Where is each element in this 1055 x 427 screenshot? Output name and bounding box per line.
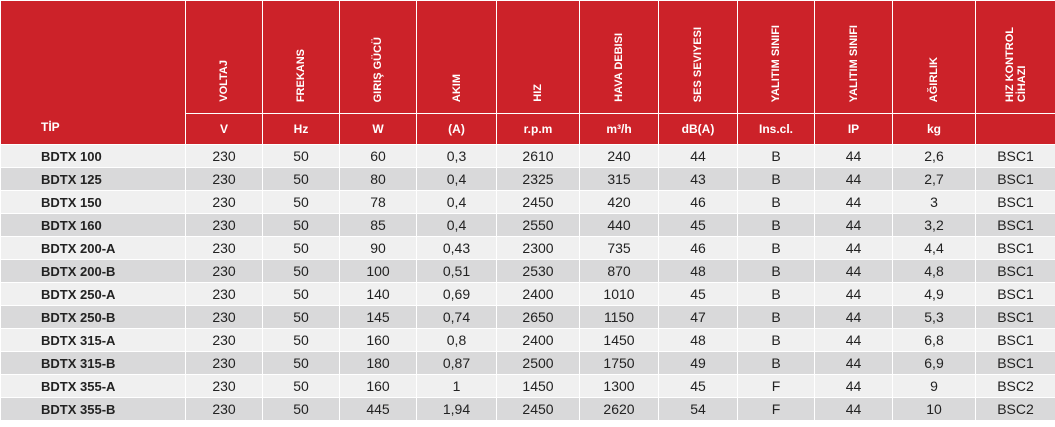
table-cell: B (738, 352, 815, 375)
table-cell: 1010 (580, 283, 659, 306)
table-cell: BSC1 (976, 214, 1055, 237)
table-cell: BSC1 (976, 260, 1055, 283)
table-cell: 6,8 (893, 329, 976, 352)
table-cell: 50 (263, 306, 340, 329)
model-name-cell: BDTX 100 (1, 145, 186, 168)
header-hiz-kontrol-line1: HIZ KONTROL (1003, 26, 1016, 102)
table-cell: 45 (659, 375, 738, 398)
header-voltaj (186, 1, 263, 114)
table-cell: 60 (340, 145, 417, 168)
table-cell: 1 (417, 375, 497, 398)
table-row (1, 283, 1055, 306)
table-row (1, 306, 1055, 329)
table-cell: 315 (580, 168, 659, 191)
header-giris-gucu-label: GIRIŞ GÜCÜ (372, 36, 384, 102)
table-cell: 2450 (497, 191, 580, 214)
table-cell: 49 (659, 352, 738, 375)
header-agirlik (893, 1, 976, 114)
model-name-cell: BDTX 355-A (1, 375, 186, 398)
table-cell: 735 (580, 237, 659, 260)
table-row (1, 191, 1055, 214)
table-cell: BSC2 (976, 398, 1055, 421)
model-name-cell: BDTX 355-B (1, 398, 186, 421)
table-cell: 870 (580, 260, 659, 283)
table-row (1, 398, 1055, 421)
table-cell: 0,4 (417, 168, 497, 191)
unit-voltaj: V (186, 114, 263, 145)
table-cell: 5,3 (893, 306, 976, 329)
table-cell: 45 (659, 283, 738, 306)
table-cell: 4,4 (893, 237, 976, 260)
header-agirlik-label: AĞIRLIK (928, 56, 940, 102)
table-cell: 145 (340, 306, 417, 329)
table-cell: 230 (186, 352, 263, 375)
table-cell: 0,4 (417, 191, 497, 214)
table-cell: 160 (340, 329, 417, 352)
table-cell: 440 (580, 214, 659, 237)
header-akim-label: AKIM (450, 73, 463, 102)
table-row (1, 260, 1055, 283)
table-cell: 44 (815, 145, 893, 168)
table-cell: B (738, 283, 815, 306)
table-cell: 44 (815, 237, 893, 260)
table-cell: 43 (659, 168, 738, 191)
table-cell: 44 (815, 329, 893, 352)
table-cell: 160 (340, 375, 417, 398)
header-tip (1, 1, 186, 145)
table-cell: 48 (659, 329, 738, 352)
table-cell: 0,51 (417, 260, 497, 283)
table-cell: 44 (815, 260, 893, 283)
table-cell: BSC1 (976, 168, 1055, 191)
table-body (1, 145, 1055, 421)
table-cell: 50 (263, 237, 340, 260)
model-name-cell: BDTX 200-A (1, 237, 186, 260)
table-cell: 0,87 (417, 352, 497, 375)
table-cell: 0,43 (417, 237, 497, 260)
table-cell: BSC1 (976, 329, 1055, 352)
table-row (1, 375, 1055, 398)
table-cell: 230 (186, 283, 263, 306)
table-cell: 47 (659, 306, 738, 329)
table-cell: 140 (340, 283, 417, 306)
table-cell: 45 (659, 214, 738, 237)
table-cell: B (738, 191, 815, 214)
header-voltaj-label: VOLTAJ (218, 60, 230, 102)
model-name-cell: BDTX 160 (1, 214, 186, 237)
table-row (1, 237, 1055, 260)
table-cell: BSC1 (976, 283, 1055, 306)
table-cell: 2,7 (893, 168, 976, 191)
table-cell: 50 (263, 329, 340, 352)
table-cell: 2325 (497, 168, 580, 191)
table-cell: 100 (340, 260, 417, 283)
table-cell: B (738, 260, 815, 283)
table-row (1, 168, 1055, 191)
unit-yalitim-sinifi-ip: IP (815, 114, 893, 145)
table-header (1, 1, 1055, 145)
table-cell: 2610 (497, 145, 580, 168)
table-row (1, 352, 1055, 375)
table-cell: 2400 (497, 283, 580, 306)
unit-ses-seviyesi: dB(A) (659, 114, 738, 145)
table-cell: 420 (580, 191, 659, 214)
table-cell: 78 (340, 191, 417, 214)
model-name-cell: BDTX 315-B (1, 352, 186, 375)
table-cell: 6,9 (893, 352, 976, 375)
table-cell: 44 (815, 306, 893, 329)
table-cell: 48 (659, 260, 738, 283)
header-yalitim-sinifi-ins (738, 1, 815, 114)
table-cell: 2400 (497, 329, 580, 352)
table-cell: 44 (815, 191, 893, 214)
table-cell: 1,94 (417, 398, 497, 421)
table-cell: 2,6 (893, 145, 976, 168)
table-cell: 10 (893, 398, 976, 421)
table-cell: F (738, 375, 815, 398)
header-giris-gucu (340, 1, 417, 114)
header-hiz (497, 1, 580, 114)
table-cell: 230 (186, 145, 263, 168)
table-cell: 2620 (580, 398, 659, 421)
table-cell: 46 (659, 237, 738, 260)
model-name-cell: BDTX 125 (1, 168, 186, 191)
model-name-cell: BDTX 315-A (1, 329, 186, 352)
table-cell: 1750 (580, 352, 659, 375)
table-cell: B (738, 306, 815, 329)
table-cell: 50 (263, 352, 340, 375)
table-cell: B (738, 168, 815, 191)
table-cell: 44 (659, 145, 738, 168)
header-hiz-label: HIZ (532, 84, 544, 102)
table-cell: 44 (815, 398, 893, 421)
table-cell: 240 (580, 145, 659, 168)
model-name-cell: BDTX 150 (1, 191, 186, 214)
table-cell: 445 (340, 398, 417, 421)
table-row (1, 329, 1055, 352)
header-hava-debisi-label: HAVA DEBISI (613, 33, 625, 102)
table-cell: B (738, 145, 815, 168)
table-cell: 50 (263, 214, 340, 237)
table-cell: 1150 (580, 306, 659, 329)
table-cell: 44 (815, 168, 893, 191)
header-hiz-kontrol (976, 1, 1055, 114)
header-frekans-label: FREKANS (295, 48, 307, 102)
table-cell: 0,4 (417, 214, 497, 237)
table-cell: 230 (186, 214, 263, 237)
table-cell: B (738, 329, 815, 352)
table-cell: 44 (815, 214, 893, 237)
header-akim (417, 1, 497, 114)
unit-akim: (A) (417, 114, 497, 145)
table-cell: 0,74 (417, 306, 497, 329)
header-yalitim-sinifi-ins-label: YALITIM SINIFI (770, 24, 782, 102)
table-cell: 50 (263, 145, 340, 168)
table-cell: BSC1 (976, 237, 1055, 260)
table-cell: 230 (186, 375, 263, 398)
table-cell: 4,9 (893, 283, 976, 306)
table-cell: 230 (186, 398, 263, 421)
table-row (1, 214, 1055, 237)
table-cell: 2300 (497, 237, 580, 260)
header-hiz-kontrol-line2: CİHAZI (1015, 65, 1028, 102)
header-tip-label: TİP (41, 120, 60, 134)
table-cell: 50 (263, 398, 340, 421)
table-cell: 230 (186, 168, 263, 191)
table-cell: 2530 (497, 260, 580, 283)
table-cell: 1300 (580, 375, 659, 398)
table-cell: 50 (263, 375, 340, 398)
header-yalitim-sinifi-ip (815, 1, 893, 114)
table-cell: 50 (263, 283, 340, 306)
table-cell: 50 (263, 168, 340, 191)
table-cell: BSC1 (976, 191, 1055, 214)
table-cell: 44 (815, 352, 893, 375)
header-frekans (263, 1, 340, 114)
header-ses-seviyesi (659, 1, 738, 114)
table-cell: 50 (263, 260, 340, 283)
header-hava-debisi (580, 1, 659, 114)
table-cell: 46 (659, 191, 738, 214)
table-cell: 3,2 (893, 214, 976, 237)
unit-hiz: r.p.m (497, 114, 580, 145)
table-cell: BSC1 (976, 145, 1055, 168)
table-cell: B (738, 214, 815, 237)
table-cell: 0,69 (417, 283, 497, 306)
table-cell: 4,8 (893, 260, 976, 283)
unit-agirlik: kg (893, 114, 976, 145)
table-cell: 3 (893, 191, 976, 214)
table-cell: 85 (340, 214, 417, 237)
header-title-row (1, 1, 1055, 114)
table-cell: BSC2 (976, 375, 1055, 398)
table-cell: 44 (815, 283, 893, 306)
table-cell: 230 (186, 191, 263, 214)
table-cell: 180 (340, 352, 417, 375)
table-row (1, 145, 1055, 168)
unit-hiz-kontrol (976, 114, 1055, 145)
header-hiz-kontrol-label (1004, 27, 1028, 102)
table-cell: 1450 (497, 375, 580, 398)
table-cell: 230 (186, 306, 263, 329)
table-cell: BSC1 (976, 352, 1055, 375)
table-cell: 0,3 (417, 145, 497, 168)
table-cell: 90 (340, 237, 417, 260)
header-ses-seviyesi-label: SES SEVIYESI (692, 26, 704, 102)
model-name-cell: BDTX 250-A (1, 283, 186, 306)
table-cell: 50 (263, 191, 340, 214)
header-yalitim-sinifi-ip-label: YALITIM SINIFI (847, 24, 860, 102)
table-cell: BSC1 (976, 306, 1055, 329)
model-name-cell: BDTX 200-B (1, 260, 186, 283)
table-cell: 230 (186, 329, 263, 352)
table-cell: 54 (659, 398, 738, 421)
table-cell: 230 (186, 260, 263, 283)
table-cell: 230 (186, 237, 263, 260)
table-cell: F (738, 398, 815, 421)
table-cell: 1450 (580, 329, 659, 352)
table-cell: 80 (340, 168, 417, 191)
table-cell: B (738, 237, 815, 260)
unit-yalitim-sinifi-ins: Ins.cl. (738, 114, 815, 145)
unit-frekans: Hz (263, 114, 340, 145)
model-name-cell: BDTX 250-B (1, 306, 186, 329)
table-cell: 0,8 (417, 329, 497, 352)
unit-giris-gucu: W (340, 114, 417, 145)
table-cell: 2450 (497, 398, 580, 421)
table-cell: 2650 (497, 306, 580, 329)
table-cell: 2500 (497, 352, 580, 375)
unit-hava-debisi: m³/h (580, 114, 659, 145)
table-cell: 44 (815, 375, 893, 398)
table-cell: 2550 (497, 214, 580, 237)
table-cell: 9 (893, 375, 976, 398)
